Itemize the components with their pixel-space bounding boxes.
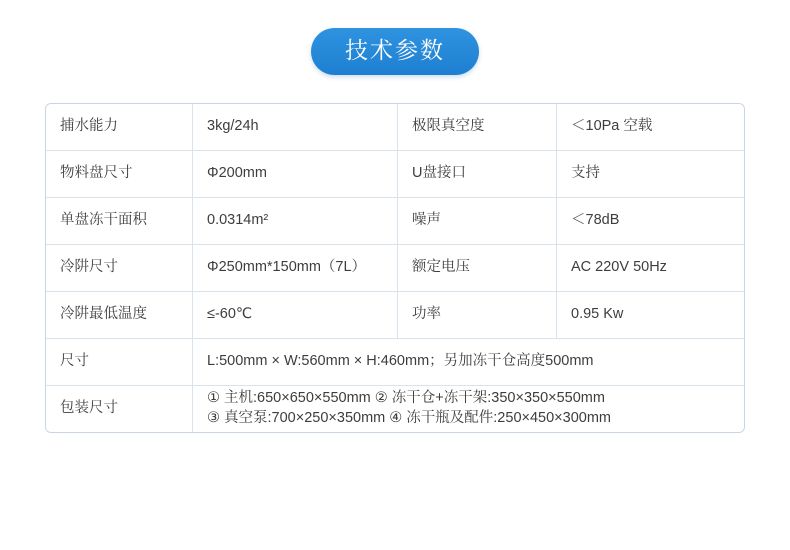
spec-value: Φ250mm*150mm（7L） [193, 245, 398, 292]
spec-label: 冷阱最低温度 [46, 292, 193, 339]
table-row-size [46, 339, 745, 386]
spec-label: 捕水能力 [46, 104, 193, 151]
package-line-1: ① 主机:650×650×550mm ② 冻干仓+冻干架:350×350×550mm [207, 390, 605, 407]
table-row [46, 245, 745, 292]
package-line-2: ③ 真空泵:700×250×350mm ④ 冻干瓶及配件:250×450×300mm [207, 410, 611, 426]
spec-value: ≤-60℃ [193, 292, 398, 339]
page-title: 技术参数 [311, 28, 479, 75]
spec-label: 单盘冻干面积 [46, 198, 193, 245]
spec-value: AC 220V 50Hz [557, 245, 746, 292]
spec-label: 额定电压 [398, 245, 557, 292]
table-row [46, 151, 745, 198]
spec-value: ＜78dB [557, 198, 746, 245]
table-row [46, 198, 745, 245]
table-row-package [46, 386, 745, 433]
spec-value: 支持 [557, 151, 746, 198]
spec-value: ＜10Pa 空载 [557, 104, 746, 151]
spec-label: 尺寸 [46, 339, 193, 386]
spec-label: 冷阱尺寸 [46, 245, 193, 292]
spec-value: Φ200mm [193, 151, 398, 198]
spec-label: 噪声 [398, 198, 557, 245]
table-row [46, 292, 745, 339]
spec-table [46, 104, 745, 432]
spec-label: 物料盘尺寸 [46, 151, 193, 198]
spec-value: 0.95 Kw [557, 292, 746, 339]
spec-table-container [45, 103, 745, 433]
spec-value: 0.0314m² [193, 198, 398, 245]
spec-label: 功率 [398, 292, 557, 339]
spec-label: 包装尺寸 [46, 386, 193, 433]
spec-value: 3kg/24h [193, 104, 398, 151]
spec-value: L:500mm × W:560mm × H:460mm；另加冻干仓高度500mm [193, 339, 746, 386]
title-banner [0, 0, 790, 75]
spec-label: U盘接口 [398, 151, 557, 198]
spec-label: 极限真空度 [398, 104, 557, 151]
table-row [46, 104, 745, 151]
spec-value-package [193, 386, 746, 433]
